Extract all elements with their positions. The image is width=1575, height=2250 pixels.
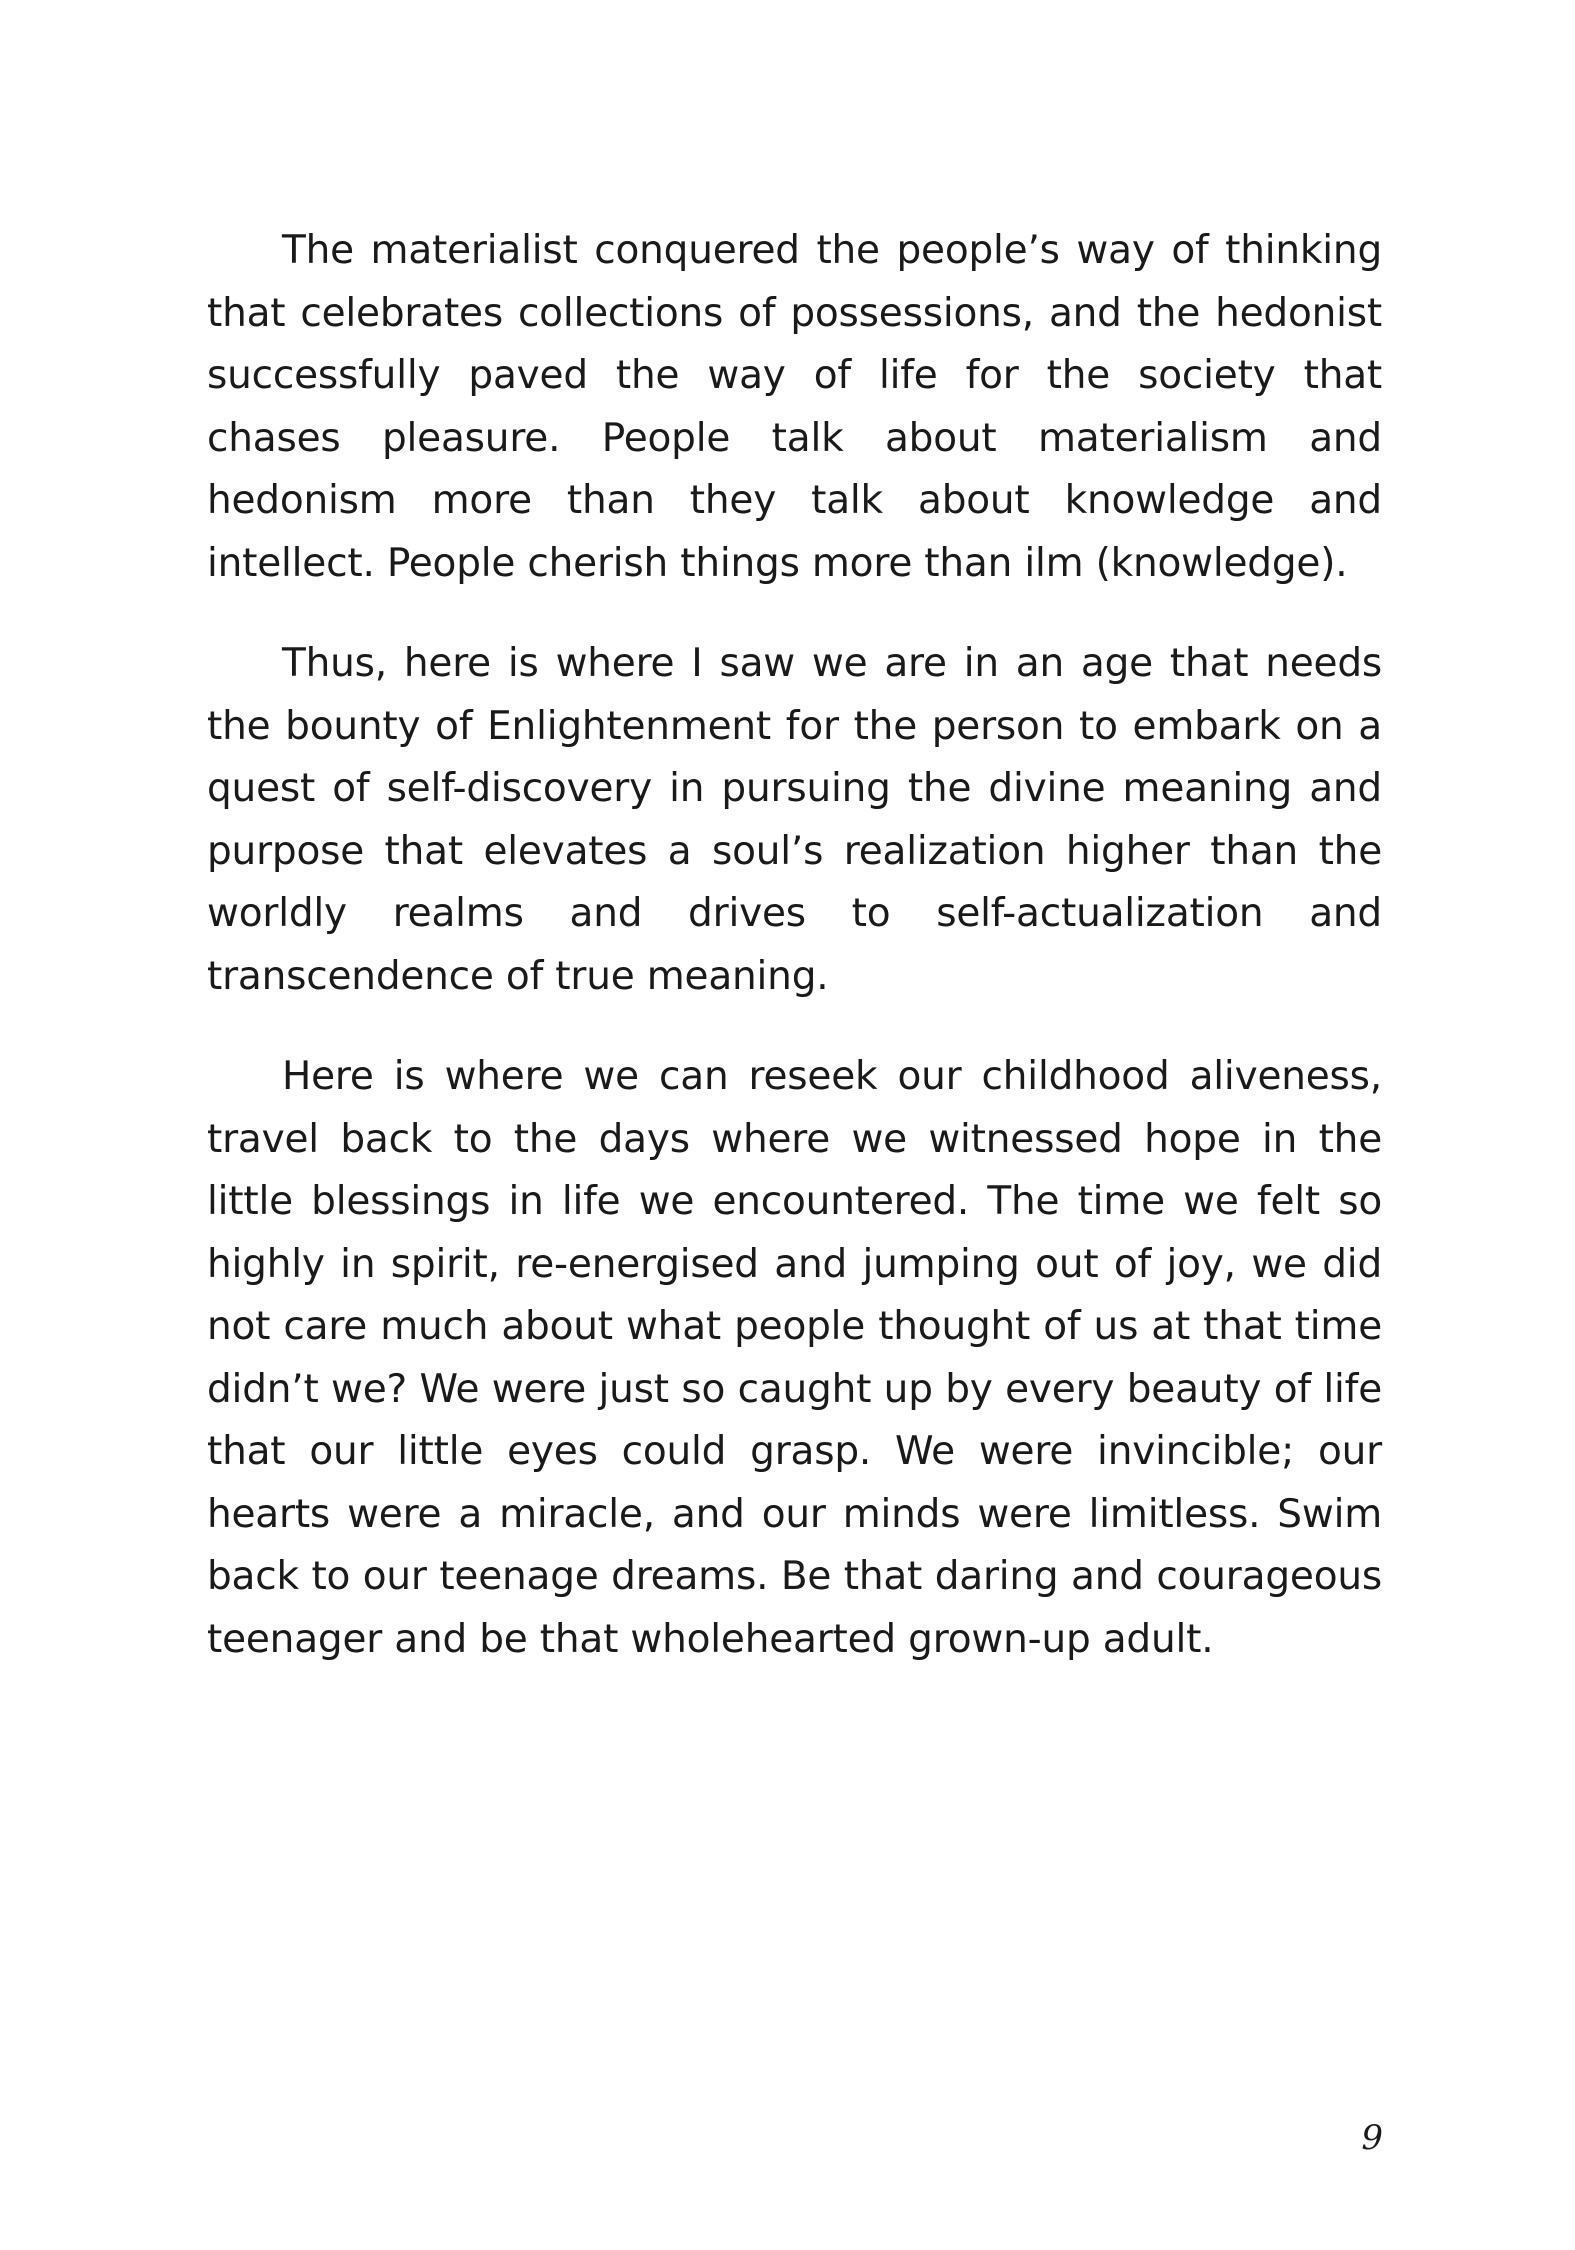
paragraph-3: Here is where we can reseek our childhood aliveness, travel back to the days where we witnessed hope in the little blessings in life we encountered. The time we felt so highly in spirit, re-energised and jumping out of joy, we did not care much about what people thought of us at that time didn’t we? We were just so caught up by every beauty of life that our little eyes could grasp. We were invincible; our hearts were a miracle, and our minds were limitless. Swim back to our teenage dreams. Be that daring and courageous teenager and be that wholehearted grown-up adult.	[207, 1054, 1382, 1662]
page-number: 9	[1361, 2118, 1383, 2158]
paragraph-2: Thus, here is where I saw we are in an age that needs the bounty of Enlightenment for the person to embark on a quest of self-discovery in pursuing the divine meaning and purpose that elevates a soul’s realization higher than the worldly realms and drives to self-actualization and transcendence of true meaning.	[207, 641, 1382, 999]
paragraph-1: The materialist conquered the people’s way of thinking that celebrates collections of possessions, and the hedonist successfully paved the way of life for the society that chases pleasure. People talk about materialism and hedonism more than they talk about knowledge and intellect. People cherish things more than ilm (knowledge).	[207, 228, 1382, 586]
body-text	[207, 220, 1382, 1709]
